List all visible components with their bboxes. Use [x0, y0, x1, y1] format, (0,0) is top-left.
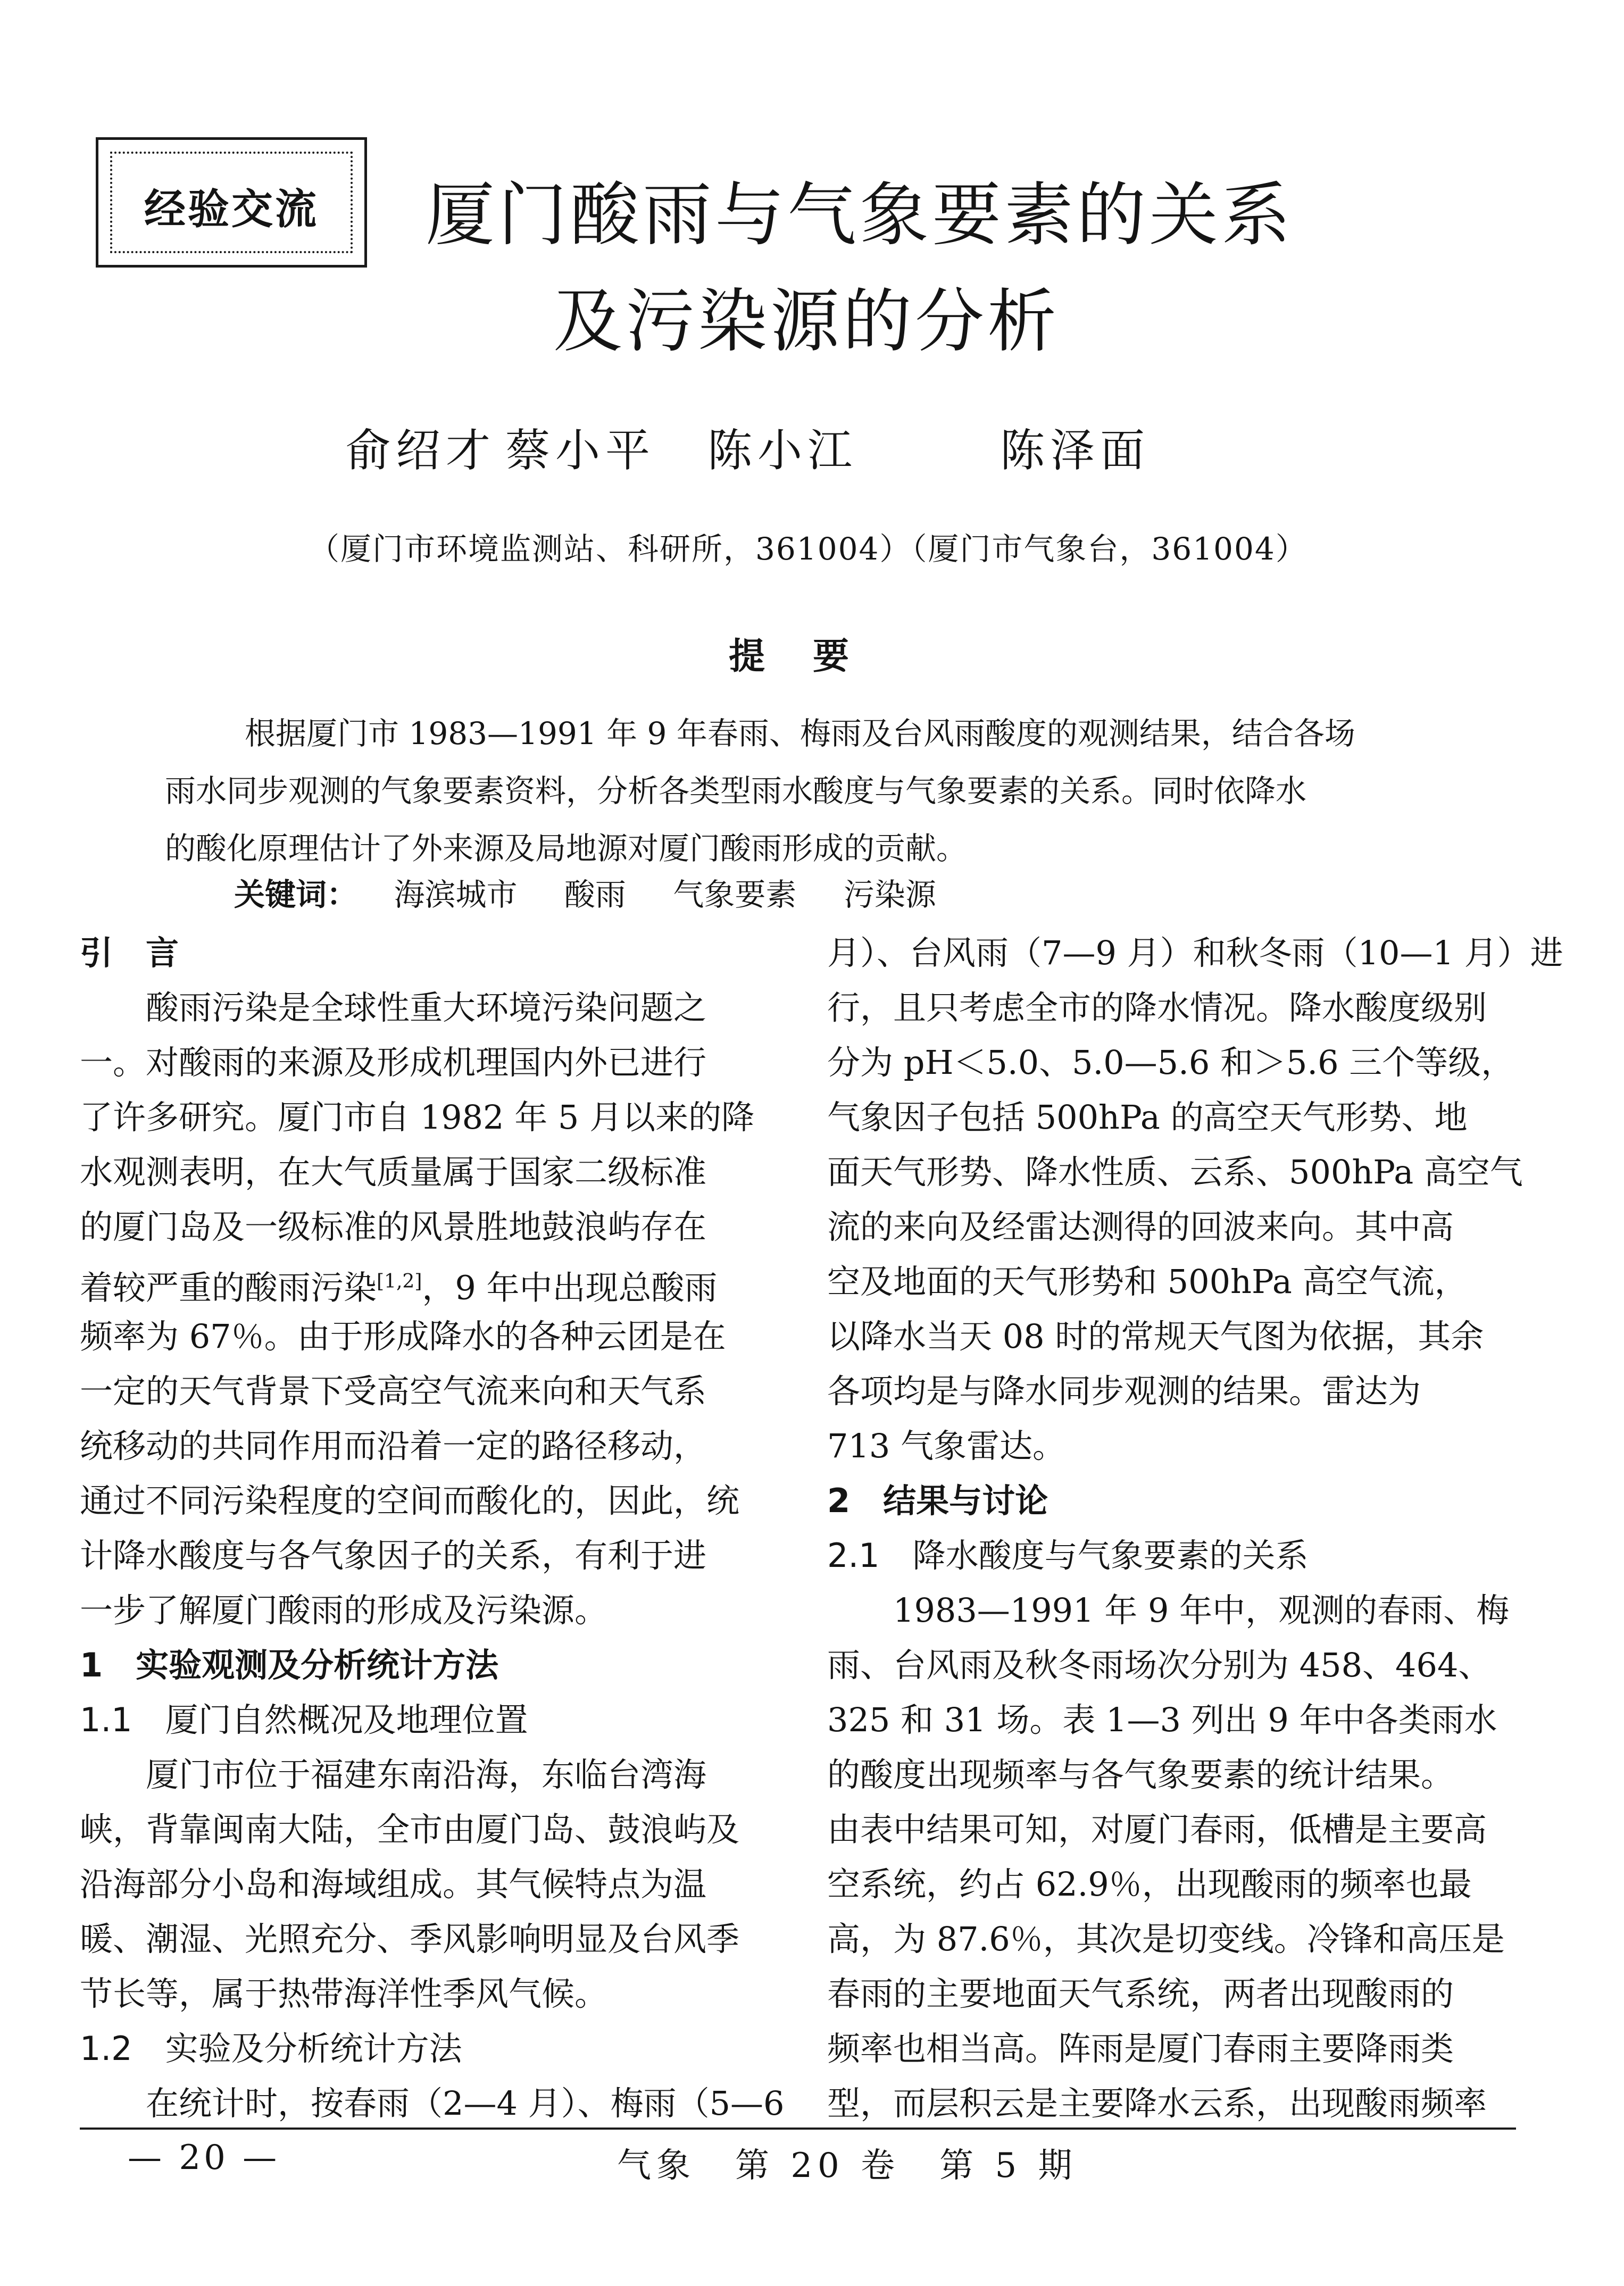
abstract-line: 的酸化原理估计了外来源及局地源对厦门酸雨形成的贡献。 — [165, 830, 968, 866]
text: 着较严重的酸雨污染 — [80, 1268, 377, 1307]
paragraph-line: 峡，背靠闽南大陆，全市由厦门岛、鼓浪屿及 — [80, 1810, 740, 1849]
keyword: 海滨城市 — [394, 877, 518, 913]
citation-ref: [1,2] — [377, 1271, 422, 1292]
paragraph-line: 325 和 31 场。表 1—3 列出 9 年中各类雨水 — [827, 1700, 1497, 1739]
paragraph-line: 713 气象雷达。 — [827, 1426, 1066, 1465]
author-name: 陈小江 — [707, 424, 858, 477]
paragraph-line: 空系统，约占 62.9％，出现酸雨的频率也最 — [827, 1865, 1472, 1904]
paragraph-line: 型，而层积云是主要降水云系，出现酸雨频率 — [827, 2084, 1487, 2123]
section-heading-1: 1 实验观测及分析统计方法 — [80, 1646, 499, 1684]
paragraph-line: 1983—1991 年 9 年中，观测的春雨、梅 — [827, 1591, 1510, 1630]
affiliations: （厦门市环境监测站、科研所，361004）（厦门市气象台，361004） — [309, 531, 1307, 567]
paragraph-line: 频率为 67％。由于形成降水的各种云团是在 — [80, 1317, 726, 1356]
paragraph-line: 通过不同污染程度的空间而酸化的，因此，统 — [80, 1481, 740, 1520]
paragraph-line: 由表中结果可知，对厦门春雨，低槽是主要高 — [827, 1810, 1487, 1849]
paragraph-line — [80, 1254, 766, 1309]
paragraph-line: 春雨的主要地面天气系统，两者出现酸雨的 — [827, 1974, 1454, 2013]
section-heading-1-1: 1.1 厦门自然概况及地理位置 — [80, 1700, 528, 1739]
abstract-heading: 提要 — [729, 636, 897, 678]
paragraph-line: 水观测表明，在大气质量属于国家二级标准 — [80, 1153, 707, 1191]
paragraph-line: 统移动的共同作用而沿着一定的路径移动， — [80, 1426, 707, 1465]
section-heading-2-1: 2.1 降水酸度与气象要素的关系 — [827, 1536, 1309, 1575]
paragraph-line: 月）、台风雨（7—9 月）和秋冬雨（10—1 月）进 — [827, 933, 1563, 972]
paragraph-line: 分为 pH＜5.0、5.0—5.6 和＞5.6 三个等级， — [827, 1043, 1514, 1082]
abstract-line: 根据厦门市 1983—1991 年 9 年春雨、梅雨及台风雨酸度的观测结果，结合各场 — [245, 715, 1355, 752]
page-number: — 20 — — [128, 2138, 280, 2177]
paragraph-line: 雨、台风雨及秋冬雨场次分别为 458、464、 — [827, 1646, 1492, 1684]
paragraph-line: 空及地面的天气形势和 500hPa 高空气流， — [827, 1262, 1468, 1301]
paragraph-line: 的厦门岛及一级标准的风景胜地鼓浪屿存在 — [80, 1207, 707, 1246]
paragraph-line: 流的来向及经雷达测得的回波来向。其中高 — [827, 1207, 1454, 1246]
column-tag — [96, 137, 367, 268]
keyword: 污染源 — [843, 877, 936, 913]
paragraph-line: 一步了解厦门酸雨的形成及污染源。 — [80, 1591, 608, 1630]
paragraph-line: 酸雨污染是全球性重大环境污染问题之 — [80, 988, 707, 1027]
paragraph-line: 一。对酸雨的来源及形成机理国内外已进行 — [80, 1043, 707, 1082]
paragraph-line: 频率也相当高。阵雨是厦门春雨主要降雨类 — [827, 2029, 1454, 2068]
column-tag-label: 经验交流 — [144, 186, 319, 233]
paragraph-line: 节长等，属于热带海洋性季风气候。 — [80, 1974, 608, 2013]
author-name: 陈泽面 — [1000, 424, 1151, 477]
keywords — [234, 870, 973, 914]
paragraph-line: 了许多研究。厦门市自 1982 年 5 月以来的降 — [80, 1098, 755, 1137]
abstract-line: 雨水同步观测的气象要素资料，分析各类型雨水酸度与气象要素的关系。同时依降水 — [165, 773, 1307, 809]
text: ，9 年中出现总酸雨 — [422, 1268, 718, 1307]
author-name: 俞绍才 — [346, 424, 496, 477]
article-title-line-2: 及污染源的分析 — [553, 281, 1060, 362]
paragraph-line: 各项均是与降水同步观测的结果。雷达为 — [827, 1372, 1421, 1411]
paragraph-line: 以降水当天 08 时的常规天气图为依据，其余 — [827, 1317, 1484, 1356]
abstract-body — [165, 705, 1442, 877]
paragraph-line: 暖、潮湿、光照充分、季风影响明显及台风季 — [80, 1920, 740, 1958]
keyword: 气象要素 — [673, 877, 797, 913]
paragraph-line: 的酸度出现频率与各气象要素的统计结果。 — [827, 1755, 1454, 1794]
footer-rule — [80, 2128, 1516, 2130]
section-heading-2: 2 结果与讨论 — [827, 1481, 1048, 1520]
paragraph-line: 厦门市位于福建东南沿海，东临台湾海 — [80, 1755, 707, 1794]
section-heading-intro: 引 言 — [80, 933, 179, 972]
paragraph-line: 行，且只考虑全市的降水情况。降水酸度级别 — [827, 988, 1487, 1027]
left-column — [80, 925, 785, 2131]
keywords-label: 关键词： — [234, 877, 358, 913]
paragraph-line: 在统计时，按春雨（2—4 月）、梅雨（5—6 — [80, 2084, 785, 2123]
keyword: 酸雨 — [564, 877, 626, 913]
right-column — [827, 925, 1563, 2131]
paragraph-line: 沿海部分小岛和海域组成。其气候特点为温 — [80, 1865, 707, 1904]
paragraph-line: 计降水酸度与各气象因子的关系，有利于进 — [80, 1536, 707, 1575]
paragraph-line: 一定的天气背景下受高空气流来向和天气系 — [80, 1372, 707, 1411]
section-heading-1-2: 1.2 实验及分析统计方法 — [80, 2029, 462, 2068]
author-name: 蔡小平 — [505, 424, 656, 477]
paragraph-line: 高，为 87.6％，其次是切变线。冷锋和高压是 — [827, 1920, 1505, 1958]
journal-issue: 气象 第 20 卷 第 5 期 — [617, 2146, 1078, 2185]
article-title-line-1: 厦门酸雨与气象要素的关系 — [426, 174, 1294, 255]
paragraph-line: 气象因子包括 500hPa 的高空天气形势、地 — [827, 1098, 1468, 1137]
paragraph-line: 面天气形势、降水性质、云系、500hPa 高空气 — [827, 1153, 1523, 1191]
